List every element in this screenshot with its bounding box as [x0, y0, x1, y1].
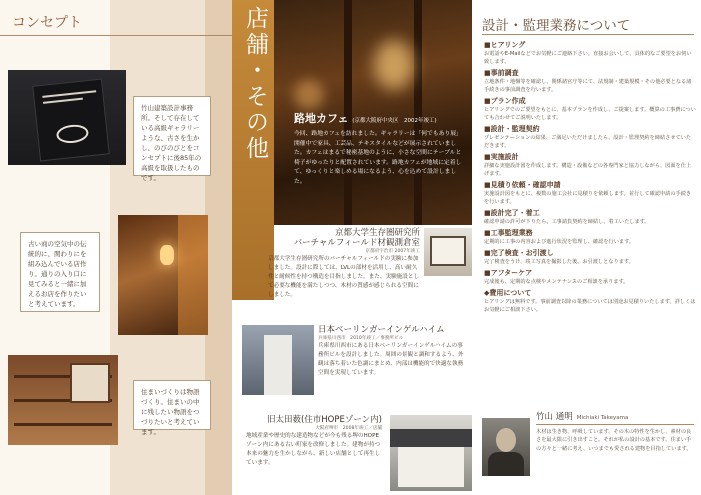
step-text: 定期的に工事の内容および進行状況を監理し、確認を行います。: [484, 239, 635, 245]
project-sub: 京都府宇治市 2007年竣工: [365, 249, 420, 254]
service-steps: [484, 40, 696, 316]
signboard: [32, 79, 110, 162]
project-body: 京都大学生存圏研究所のバーチャルフィールドの実験に参加しました。設計に際しては、LVLの部材を活用し、高い耐久性と耐候性を持つ構造を目指しました。また、実験施設として必要な機能を満たしつつ、木材の質感が感じられる空間にしました。: [268, 256, 420, 298]
concept-panel: [0, 0, 232, 495]
project-boehringer: [318, 325, 468, 378]
project-photo-2: [242, 325, 314, 395]
profile-name-en: Michiaki Takeyama: [576, 415, 629, 421]
cafe-subtitle: (京都大阪府中央区 2002年竣工): [352, 118, 437, 124]
project-ota: [246, 415, 382, 468]
cafe-caption: [294, 112, 466, 188]
step-heading: ■見積り依頼・確認申請: [484, 181, 561, 189]
project-body: 兵庫県川西市にある日本ベーリンガーインゲルハイムの事務所ビルを設計しました。周囲の景観と調和するよう、外観は落ち着いた色調にまとめ、内部は機能的で快適な執務空間を実現しています。: [318, 343, 464, 376]
project-title: 京都大学生存圏研究所 バーチャルフィールド材観測倉室: [293, 228, 420, 248]
step-text: プレゼンテーションの結果、ご満足いただけましたら、設計・監理契約を締結させていただきます。: [484, 135, 692, 149]
project-kyoto-univ: [268, 228, 420, 300]
project-title: 旧太田薮(住市HOPEゾーン内): [266, 415, 382, 425]
concept-title: コンセプト: [12, 15, 82, 31]
step-heading: ■完了検査・お引渡し: [484, 249, 554, 257]
profile-body: 木材は生き物、呼吸しています。その木の特性を生かし、素材の良さを最大限に引き出すこと。それが私の設計の基本です。住まい手の方々と一緒に考え、いつまでも愛される建物を目指しています。: [536, 429, 692, 452]
profile-name: [536, 410, 628, 422]
step-heading: ■設計完了・着工: [484, 209, 540, 217]
divider: [482, 34, 694, 35]
step-heading: ◆費用について: [484, 289, 532, 297]
interior-photo-1: [118, 215, 208, 335]
profile-name-ja: 竹山 通明: [536, 412, 573, 422]
step-heading: ■事前調査: [484, 69, 519, 77]
projects-panel: [232, 0, 472, 495]
project-title: 日本ベーリンガーインゲルハイム: [318, 325, 445, 335]
project-body: 地域産業や歴史的な建造物などが今も残る堺のHOPEゾーン内にある古い町家を改修しました。建物が持つ本来の魅力を生かしながら、新しい店舗として再生しています。: [246, 433, 381, 466]
profile-photo: [482, 418, 530, 476]
step-text: 確認申請の許可が下りたら、工事請負契約を締結し、着工いたします。: [484, 219, 650, 225]
project-photo-3: [390, 415, 472, 491]
divider: [536, 424, 694, 425]
concept-text-1: 竹山建築設計事務所。そして存在している高級ギャラリーような、古さを生かし、のびのびとをコンセプトに後85年の高級を取扱したものです。: [133, 96, 211, 176]
project-sub: 兵庫県川西市 2010年竣工／事務所ビル: [318, 336, 404, 341]
step-heading: ■アフターケア: [484, 269, 533, 277]
project-photo-1: [424, 228, 472, 276]
concept-text-3: 住まいづくりは物語づくり。住まいの中に残したい物語をつづりたいと考えています。: [133, 380, 211, 430]
project-sub: 大阪府堺市 2008年竣工／店舗: [315, 426, 382, 431]
step-heading: ■工事監理業務: [484, 229, 533, 237]
step-text: 詳細な実施設計図を作成します。構造・設備などの各専門家と協力しながら、図面を仕上げます。: [484, 163, 692, 177]
interior-photo-2: [8, 355, 118, 445]
step-heading: ■プラン作成: [484, 97, 526, 105]
step-text: ヒアリングは無料です。事前調査以降の業務については別途お見積りいたします。詳しくはお気軽にご相談下さい。: [484, 299, 696, 313]
step-text: 立地条件・地盤等を確認し、関係諸官庁等にて、法規制・建築規模・その他必要となる諸手続きの事前調査を行います。: [484, 79, 692, 93]
concept-header: [0, 8, 232, 36]
step-text: ヒアリングでのご要望をもとに、基本プランを作成し、ご提案します。概算の工事費についても合わせてご説明いたします。: [484, 107, 696, 121]
design-title: 設計・監理業務について: [482, 18, 631, 34]
step-text: 完成後も、定期的な点検やメンテナンスのご相談を承ります。: [484, 279, 629, 285]
signboard-photo: [8, 70, 126, 165]
design-services-panel: [472, 0, 701, 495]
cafe-title: 路地カフェ: [294, 112, 349, 125]
vertical-title: 店舗・その他: [242, 6, 268, 162]
step-text: 実施設計図をもとに、複数の施工会社に見積りを依頼します。並行して確認申請の手続きを行います。: [484, 191, 692, 205]
step-heading: ■設計・監理契約: [484, 125, 540, 133]
concept-text-2: 古い商の空気中の伝統的に、関わりにを組み込んでいる店作り。通りの入り口に見てみると一緒に加えるお店を作りたいと考えています。: [20, 232, 100, 312]
step-text: お電話やE-Mailなどでお気軽にご連絡下さい。直接お会いして、具体的なご要望をお伺い致します。: [484, 51, 692, 65]
profile: [482, 410, 694, 490]
cafe-body: 今回、路地カフェを訪れました。ギャラリーは「何でもあり展」開催中で家具、工芸品、テキスタイルなどが展示されていました。カフェはまるで秘密基地のように、小さな空間にテーブルと椅子がゆったりと配置されています。路地カフェが地域に定着して、ゆっくりと楽しめる場になるよう、心を込めて設計しました。: [294, 131, 462, 185]
step-text: 完了検査をうけ、竣工写真を撮影した後、お引渡しとなります。: [484, 259, 634, 265]
step-heading: ■ヒアリング: [484, 41, 526, 49]
step-heading: ■実施設計: [484, 153, 519, 161]
